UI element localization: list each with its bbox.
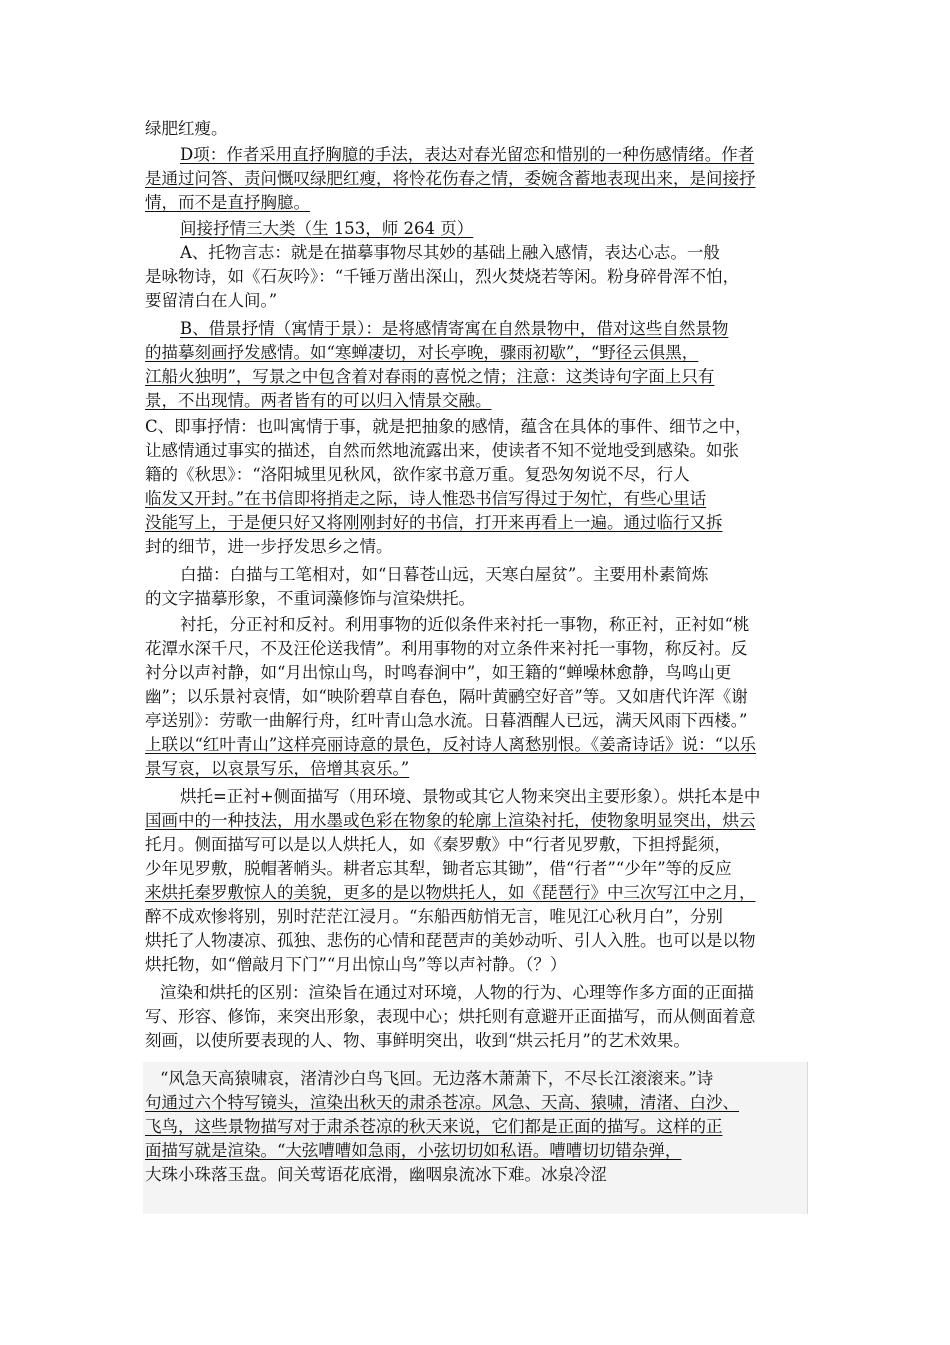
text-line: 的文字描摹形象，不重词藻修饰与渲染烘托。 (145, 589, 475, 608)
text-line: 少年见罗敷，脱帽著帩头。耕者忘其犁，锄者忘其锄”，借“行者”“少年”等的反应 (145, 859, 732, 878)
text-line: 国画中的一种技法，用水墨或色彩在物象的轮廓上渲染衬托，使物象明显突出，烘云 (145, 811, 756, 830)
text-line: 大珠小珠落玉盘。间关莺语花底滑，幽咽泉流冰下难。冰泉冷涩 (145, 1165, 607, 1184)
text-line: A、托物言志：就是在描摹事物尽其妙的基础上融入感情，表达心志。一般 (180, 243, 720, 262)
text-line: 籍的《秋思》：“洛阳城里见秋风，欲作家书意万重。复恐匆匆说不尽，行人 (145, 465, 690, 484)
text-line: 白描：白描与工笔相对，如“日暮苍山远，天寒白屋贫”。主要用朴素简炼 (180, 565, 709, 584)
text-line: 衬分以声衬静，如“月出惊山鸟，时鸣春涧中”，如王籍的“蝉噪林愈静，鸟鸣山更 (145, 663, 732, 682)
text-line: 景写哀，以哀景写乐，倍增其哀乐。” (145, 759, 410, 778)
text-line: B、借景抒情（寓情于景）：是将感情寄寓在自然景物中，借对这些自然景物 (180, 319, 729, 338)
text-line: C、即事抒情：也叫寓情于事，就是把抽象的感情，蕴含在具体的事件、细节之中， (145, 417, 752, 436)
text-line: 封的细节，进一步抒发思乡之情。 (145, 537, 393, 556)
text-line: “风急天高猿啸哀，渚清沙白鸟飞回。无边落木萧萧下，不尽长江滚滚来。”诗 (160, 1069, 714, 1088)
text-line: 上联以“红叶青山”这样亮丽诗意的景色，反衬诗人离愁别恨。《姜斋诗话》说：“以乐 (145, 735, 757, 754)
text-line: 是咏物诗，如《石灰吟》：“千锤万凿出深山，烈火焚烧若等闲。粉身碎骨浑不怕， (145, 267, 740, 286)
text-line: 托月。侧面描写可以是以人烘托人，如《秦罗敷》中“行者见罗敷，下担捋髭须， (145, 835, 731, 854)
text-line: 醉不成欢惨将别，别时茫茫江浸月。“东船西舫悄无言，唯见江心秋月白”，分别 (145, 907, 723, 926)
text-line: 写、形容、修饰，来突出形象，表现中心；烘托则有意避开正面描写，而从侧面着意 (145, 1007, 756, 1026)
text-line: D项：作者采用直抒胸臆的手法，表达对春光留恋和惜别的一种伤感情绪。作者 (180, 145, 755, 164)
text-line: 幽”；以乐景衬哀情，如“映阶碧草自春色，隔叶黄鹂空好音”等。又如唐代许浑《谢 (145, 687, 748, 706)
text-line: 要留清白在人间。” (145, 291, 278, 310)
text-line: 江船火独明”，写景之中包含着对春雨的喜悦之情；注意：这类诗句字面上只有 (145, 367, 715, 386)
text-line: 面描写就是渲染。“大弦嘈嘈如急雨，小弦切切如私语。嘈嘈切切错杂弹， (145, 1141, 682, 1160)
text-line: 渲染和烘托的区别：渲染旨在通过对环境，人物的行为、心理等作多方面的正面描 (160, 983, 754, 1002)
text-line: 飞鸟，这些景物描写对于肃杀苍凉的秋天来说，它们都是正面的描写。这样的正 (145, 1117, 723, 1136)
text-line: 刻画，以使所要表现的人、物、事鲜明突出，收到“烘云托月”的艺术效果。 (145, 1031, 690, 1050)
text-line: 衬托，分正衬和反衬。利用事物的近似条件来衬托一事物，称正衬，正衬如“桃 (180, 615, 750, 634)
text-line: 烘托了人物凄凉、孤独、悲伤的心情和琵琶声的美妙动听、引人入胜。也可以是以物 (145, 931, 756, 950)
text-line: 烘托物，如“僧敲月下门”“月出惊山鸟”等以声衬静。（？） (145, 955, 567, 974)
text-line: 来烘托秦罗敷惊人的美貌，更多的是以物烘托人，如《琵琶行》中三次写江中之月， (145, 883, 756, 902)
text-line: 的描摹刻画抒发感情。如“寒蝉凄切，对长亭晚，骤雨初歇”，“野径云俱黑， (145, 343, 699, 362)
text-line: 亭送别》：劳歌一曲解行舟，红叶青山急水流。日暮酒醒人已远，满天风雨下西楼。” (145, 711, 748, 730)
text-line: 临发又开封。”在书信即将捎走之际，诗人惟恐书信写得过于匆忙，有些心里话 (145, 489, 707, 508)
text-line: 句通过六个特写镜头，渲染出秋天的肃杀苍凉。风急、天高、猿啸，清渚、白沙、 (145, 1093, 739, 1112)
text-line: 花潭水深千尺，不及汪伦送我情”。利用事物的对立条件来衬托一事物，称反衬。反 (145, 639, 748, 658)
text-line: 是通过问答、责问慨叹绿肥红瘦，将怜花伤春之情，委婉含蓄地表现出来，是间接抒 (145, 169, 756, 188)
text-line: 烘托=正衬+侧面描写（用环境、景物或其它人物来突出主要形象）。烘托本是中 (180, 787, 761, 806)
text-line: 景，不出现情。两者皆有的可以归入情景交融。 (145, 391, 492, 410)
text-line: 绿肥红瘦。 (145, 119, 228, 138)
text-line: 间接抒情三大类（生 153，师 264 页） (180, 219, 474, 238)
text-line: 没能写上，于是便只好又将刚刚封好的书信，打开来再看上一遍。通过临行又拆 (145, 513, 723, 532)
text-line: 让感情通过事实的描述，自然而然地流露出来，使读者不知不觉地受到感染。如张 (145, 441, 739, 460)
text-line: 情，而不是直抒胸臆。 (145, 193, 310, 212)
